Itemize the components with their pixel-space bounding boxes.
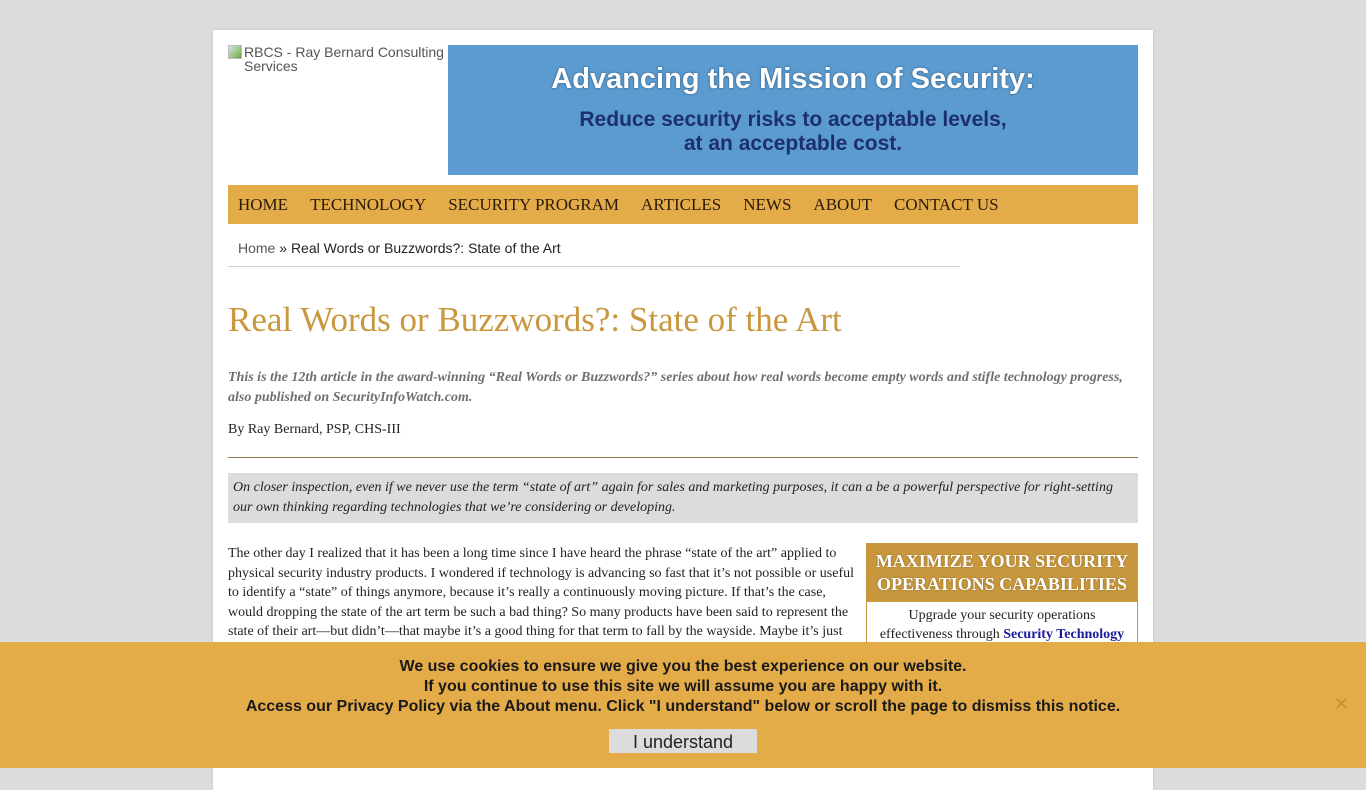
- breadcrumb-home-link[interactable]: Home: [238, 240, 276, 256]
- cookie-line-3: Access our Privacy Policy via the About menu. Click "I understand" below or scroll the page to dismiss this notice.: [245, 698, 1121, 715]
- banner-subtitle: [448, 108, 1138, 156]
- promo-security-technology-link[interactable]: Security Technology: [1003, 627, 1125, 642]
- nav-item-articles[interactable]: ARTICLES: [641, 194, 722, 214]
- cookie-notice-text: [0, 657, 1366, 717]
- nav-item-security-program[interactable]: SECURITY PROGRAM: [448, 194, 620, 214]
- article-byline: By Ray Bernard, PSP, CHS-III: [228, 422, 401, 437]
- cookie-notice: [0, 642, 1366, 768]
- site-logo[interactable]: [228, 45, 448, 73]
- article-body: The other day I realized that it has been a long time since I have heard the phrase “state of the art” applied to physical security industry products. I wondered if technology is advancing so fast that it’s not possible or useful to identify a “state” of things anymore, because it’s really a continuously moving picture. If that’s the case, would dropping the state of the art term be such a bad thing? So many products have been said to represent the state of their art—but didn’t—that maybe it’s a good thing for that term to fall by the wayside. Maybe it’s just: [228, 546, 854, 640]
- promo-heading: MAXIMIZE YOUR SECURITY OPERATIONS CAPABILITIES: [867, 544, 1137, 602]
- article-intro: This is the 12th article in the award-winning “Real Words or Buzzwords?” series about how real words become empty words and stifle technology progress, also published on SecurityInfoWatch.com.: [228, 370, 1123, 405]
- banner-subtitle-line2: at an acceptable cost.: [683, 132, 903, 155]
- nav-item-home[interactable]: HOME: [238, 194, 289, 214]
- i-understand-button[interactable]: I understand: [609, 729, 757, 753]
- breadcrumb-current: Real Words or Buzzwords?: State of the Art: [290, 240, 561, 256]
- cookie-line-2: If you continue to use this site we will assume you are happy with it.: [423, 678, 943, 695]
- main-nav: [228, 185, 1138, 224]
- breadcrumb-separator: »: [275, 240, 291, 256]
- logo-alt-text-line1: RBCS - Ray Bernard Consulting: [244, 44, 444, 60]
- breadcrumb: [228, 240, 960, 267]
- nav-item-about[interactable]: ABOUT: [813, 194, 872, 214]
- nav-item-technology[interactable]: TECHNOLOGY: [310, 194, 427, 214]
- cookie-line-1: We use cookies to ensure we give you the best experience on our website.: [399, 658, 967, 675]
- promo-text: Upgrade your security operations effectiveness through: [879, 608, 1096, 642]
- header-banner: [448, 45, 1138, 175]
- page-title: Real Words or Buzzwords?: State of the Art: [228, 300, 842, 339]
- nav-item-contact-us[interactable]: CONTACT US: [893, 194, 999, 214]
- nav-item-news[interactable]: NEWS: [743, 194, 792, 214]
- logo-alt-text-line2: Services: [244, 58, 298, 74]
- close-icon[interactable]: ✕: [1333, 694, 1349, 714]
- banner-title: Advancing the Mission of Security:: [551, 63, 1035, 95]
- pull-quote: On closer inspection, even if we never use the term “state of art” again for sales and marketing purposes, it can a be a powerful perspective for right-setting our own thinking regarding technologies that we’re considering or developing.: [228, 473, 1138, 523]
- broken-image-icon: [228, 45, 242, 59]
- banner-subtitle-line1: Reduce security risks to acceptable levels,: [579, 108, 1007, 131]
- promo-box: [866, 543, 1138, 649]
- divider: [228, 457, 1138, 458]
